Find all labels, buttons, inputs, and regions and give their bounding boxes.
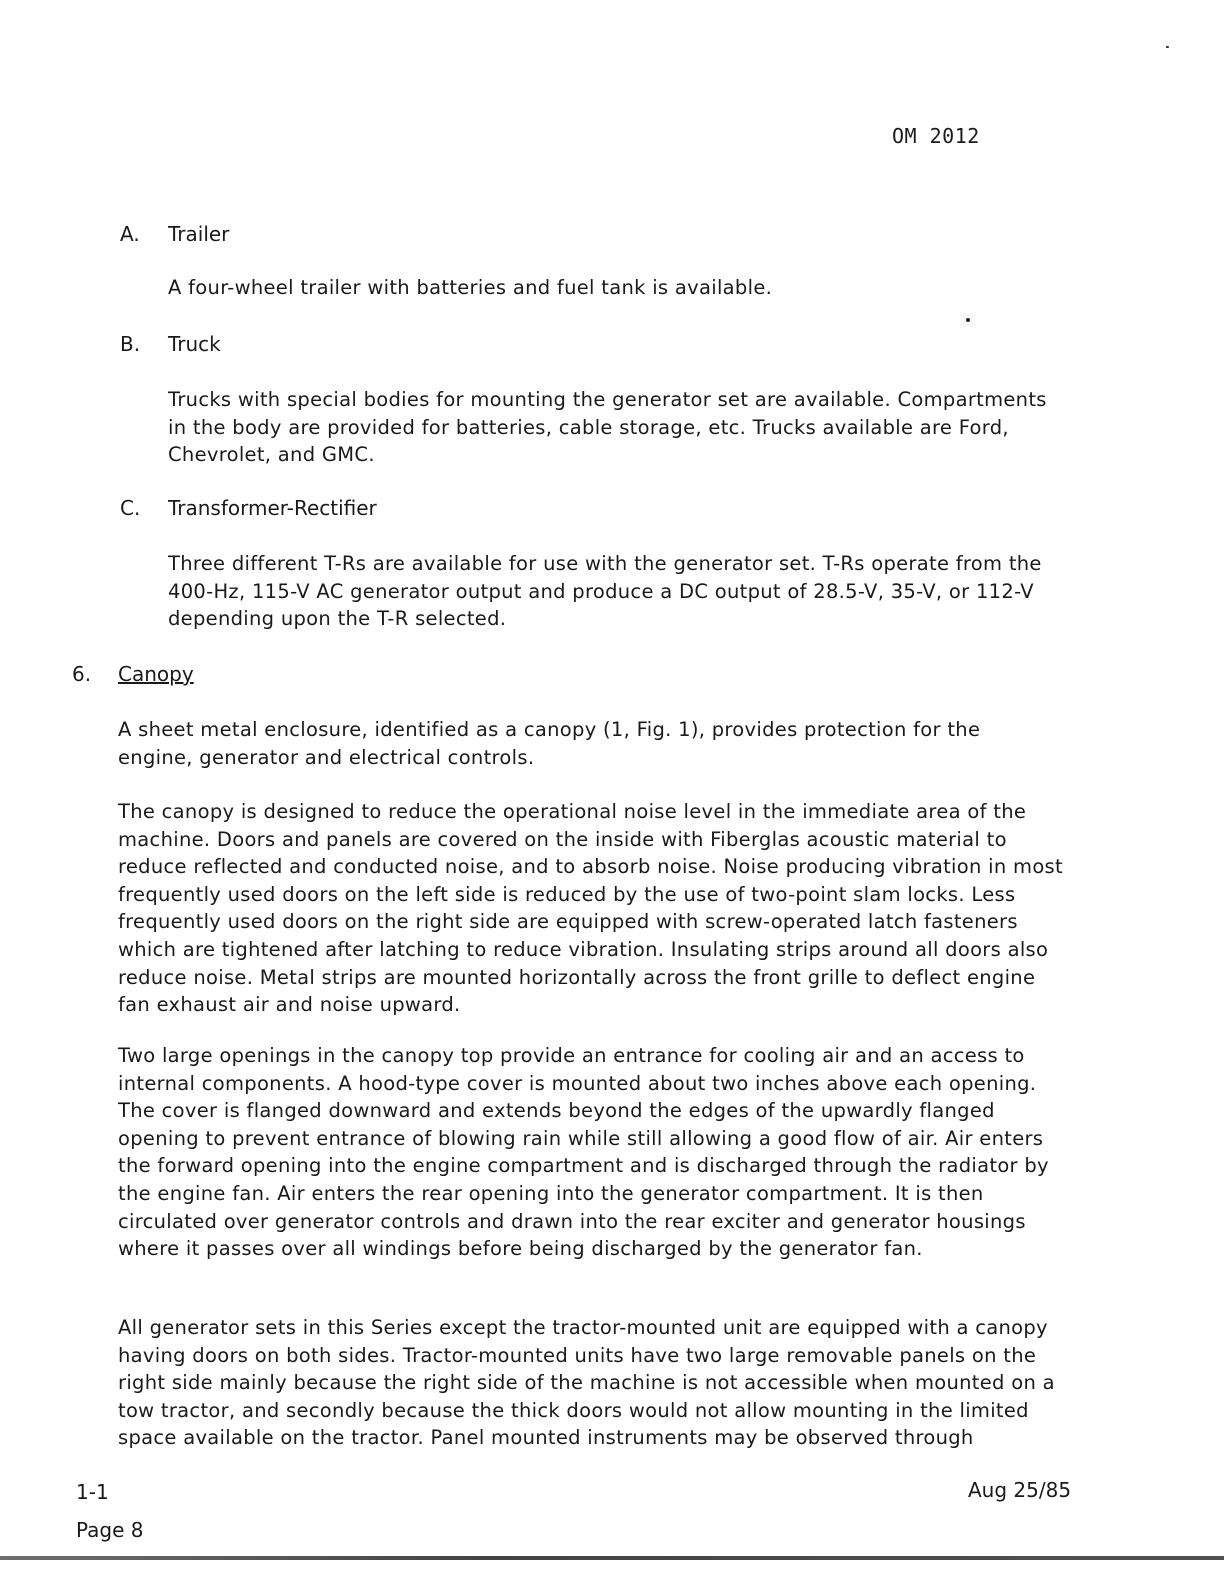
canopy-paragraph-1: A sheet metal enclosure, identified as a canopy (1, Fig. 1), provides protection for the engine, generator and electrical controls. [118, 718, 981, 769]
subsection-c-heading [120, 494, 377, 522]
subsection-letter: C. [120, 496, 141, 520]
section-number: 6. [72, 662, 92, 686]
page-number: Page 8 [76, 1518, 144, 1542]
scan-edge-line [0, 1556, 1224, 1560]
section-reference: 1-1 [76, 1480, 109, 1504]
section-title: Canopy [118, 662, 194, 686]
scan-speck [1166, 46, 1169, 48]
subsection-b-body: Trucks with special bodies for mounting the generator set are available. Compartments in the body are provided for batteries, cable storage, etc. Trucks available are Ford, Chevrolet, and GMC. [168, 388, 1047, 467]
canopy-paragraph-2: The canopy is designed to reduce the operational noise level in the immediate area of the machine. Doors and panels are covered on the inside with Fiberglas acoustic material to reduce reflected and conducted noise, and to absorb noise. Noise producing vibration in most frequently used doors on the left side is reduced by the use of two-point slam locks. Less frequently used doors on the right side are equipped with screw-operated latch fasteners which are tightened after latching to reduce vibration. Insulating strips around all doors also reduce noise. Metal strips are mounted horizontally across the front grille to deflect engine fan exhaust air and noise upward. [118, 800, 1063, 1017]
subsection-c-body: Three different T-Rs are available for use with the generator set. T-Rs operate from the 400-Hz, 115-V AC generator output and produce a DC output of 28.5-V, 35-V, or 112-V depending upon the T-R selected. [168, 552, 1042, 631]
document-number: OM 2012 [892, 124, 980, 148]
subsection-title: Transformer-Rectifier [168, 496, 377, 520]
subsection-b-heading [120, 330, 221, 358]
section-heading [72, 660, 194, 688]
subsection-title: Trailer [168, 222, 230, 246]
canopy-paragraph-3: Two large openings in the canopy top provide an entrance for cooling air and an access to internal components. A hood-type cover is mounted about two inches above each opening. The cover is flanged downward and extends beyond the edges of the upwardly flanged opening to prevent entrance of blowing rain while still allowing a good flow of air. Air enters the forward opening into the engine compartment and is discharged through the radiator by the engine fan. Air enters the rear opening into the generator compartment. It is then circulated over generator controls and drawn into the rear exciter and generator housings where it passes over all windings before being discharged by the generator fan. [118, 1044, 1049, 1261]
scan-speck [966, 318, 970, 322]
canopy-paragraph-4: All generator sets in this Series except the tractor-mounted unit are equipped with a canopy having doors on both sides. Tractor-mounted units have two large removable panels on the right side mainly because the right side of the machine is not accessible when mounted on a tow tractor, and secondly because the thick doors would not allow mounting in the limited space available on the tractor. Panel mounted instruments may be observed through [118, 1316, 1055, 1450]
subsection-a-body: A four-wheel trailer with batteries and fuel tank is available. [168, 276, 773, 299]
subsection-letter: A. [120, 222, 140, 246]
subsection-letter: B. [120, 332, 141, 356]
revision-date: Aug 25/85 [968, 1478, 1072, 1502]
subsection-title: Truck [168, 332, 221, 356]
subsection-a-heading [120, 220, 229, 248]
